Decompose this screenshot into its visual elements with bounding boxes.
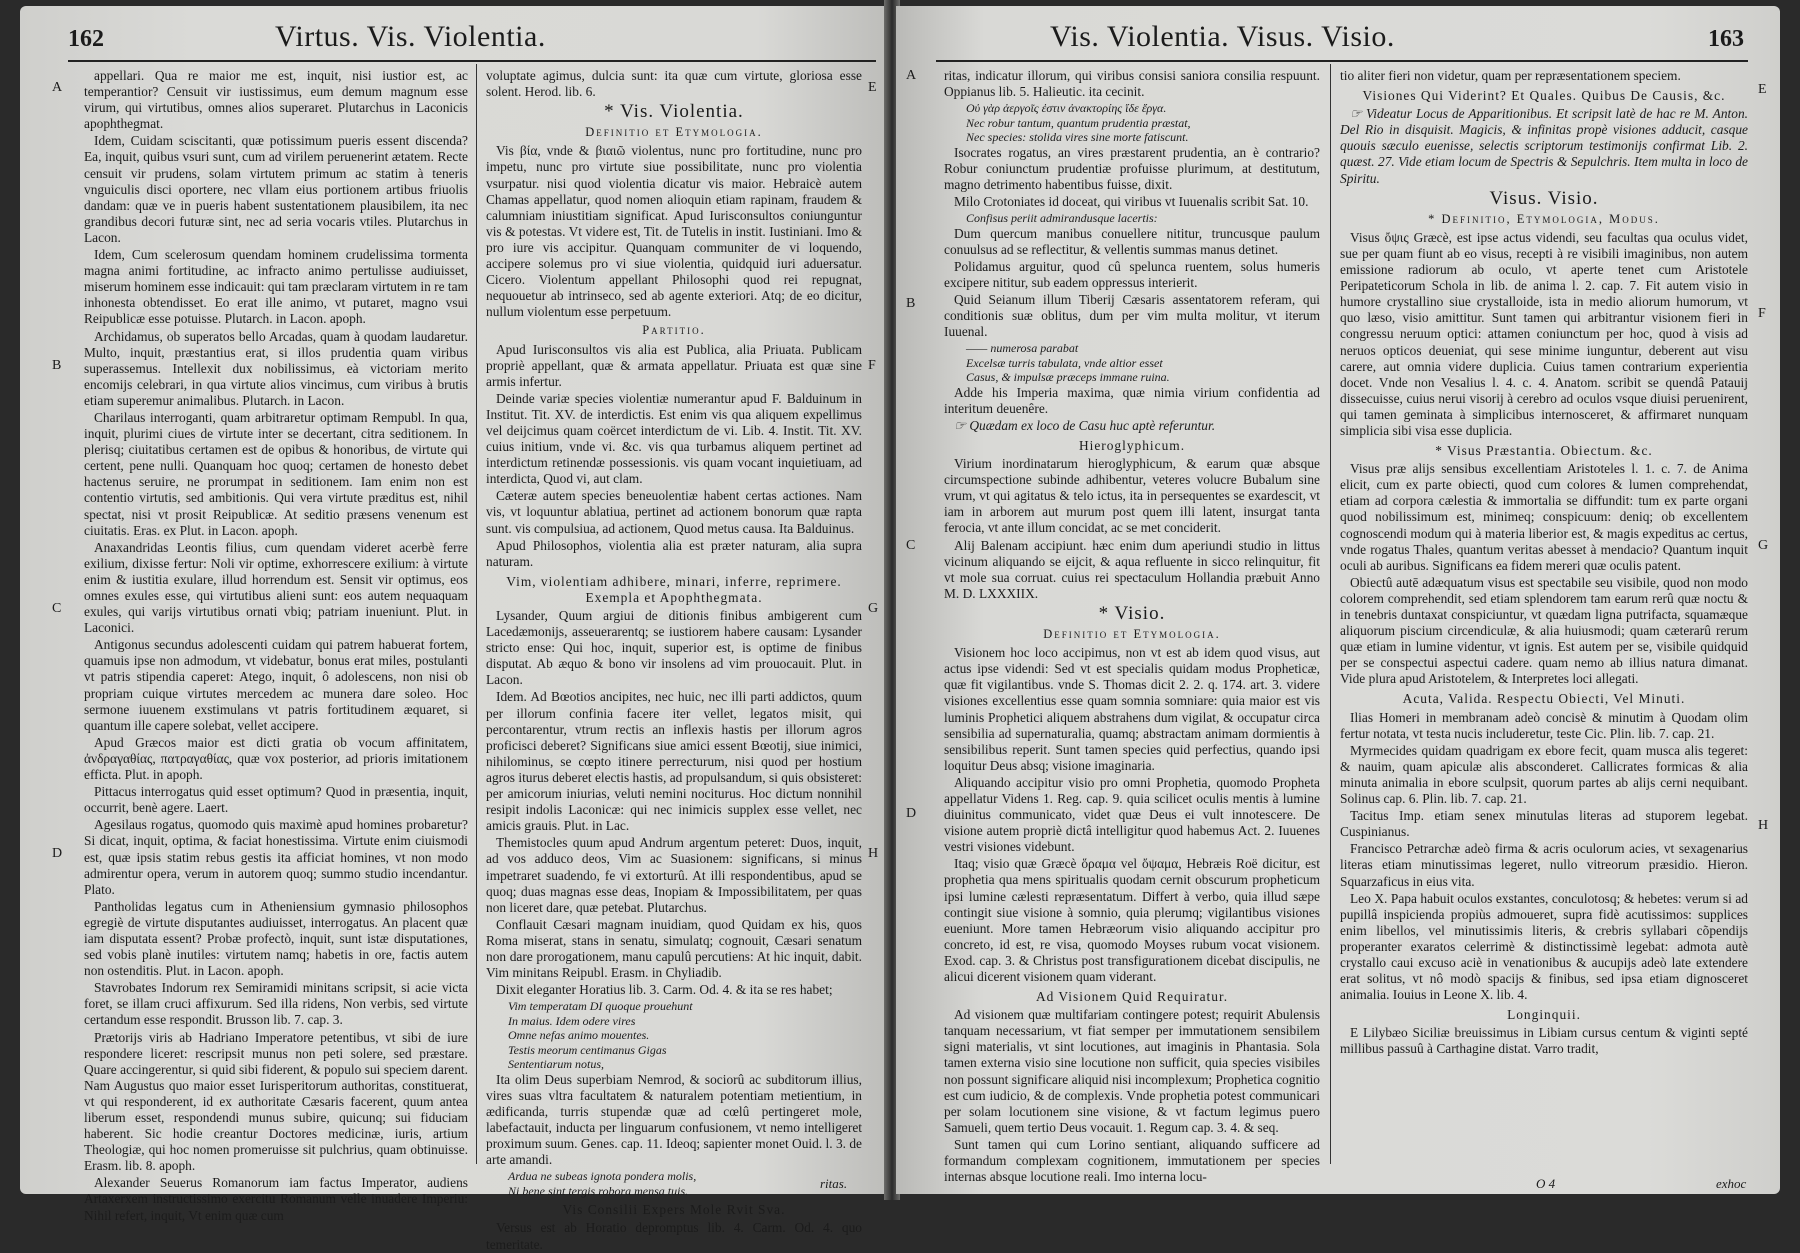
head-rule [936,60,1748,62]
paragraph: Idem. Ad Bœotios ancipites, nec huic, nec illi parti addictos, quum per illorum confinia facere iter vellet, legatos misit, qui percontarentur, vtrum rectis an inflexis hastis per illorum agros proficisci deberet? Significans siue amici essent Bœotij, siue inimici, nihilominus, se cœpto itinere perrecturum, nisi quod per hostium agros iturus deberet electis hastis, ad propulsandum, si quis obsisteret: per amicorum iniurias, veluti nemini nociturus. Hoc dictum nonnihil resipit indolis Laconicæ: qui nec inimicis supplex esse vellet, nec amicis grauis. Plut. in Lac. [486,689,862,834]
running-head: Vis. Violentia. Visus. Visio. [1050,20,1395,53]
paragraph: tio aliter fieri non videtur, quam per repræsentationem speciem. [1340,68,1681,83]
paragraph: Quid Seianum illum Tiberij Cæsaris assentatorem referam, qui conditionis suæ oblitus, dum per vim multa molitur, vt iterum Iuuenal. [944,291,1320,340]
paragraph: Cæteræ autem species beneuolentiæ habent certas actiones. Nam vis, vt loquuntur ablatiua, pertinet ad actionem bonorum quæ rapta sunt. vis compulsiua, ad actionem, Quod metus causa. Ita Balduinus. [486,488,862,536]
signature-mark: O 4 [1536,1176,1556,1191]
margin-letter-a: A [52,80,63,95]
verse-line: Nec species: stolida vires sine morte fatiscunt. [966,130,1189,145]
paragraph: Ad visionem quæ multifariam contingere potest; requirit Abulensis tanquam necessarium, vt fiat semper per immutationem sensibilem signi materialis, vt sint locutiones, aut imaginis in Phantasia. Sola tamen externa visio sine locutione non sufficit, quia species visibiles non possunt significare aliquid nisi incomplexum; Prophetica cognitio est cum iudicio, & de complexis. Vnde prophetia potest communicari per solam locutionem sine visione, & vt factum legimus puero Samueli, quem tertio Deus vocauit. 1. Regum cap. 3. 4. & seq. [944,1007,1320,1135]
paragraph: Polidamus arguitur, quod cû spelunca ruentem, solus humeris excipere nititur, sub eadem oppressus interierit. [944,258,1320,290]
paragraph: Myrmecides quidam quadrigam ex ebore fecit, quam musca alis tegeret: & nauim, quam apiculæ alis absconderet. Callicrates formicas & alia minuta animalia in ebore sculpsit, quorum partes ab alijs cerni nequibant. Solinus cap. 6. Plin. lib. 7. cap. 21. [1340,742,1748,807]
verse-line: Nec robur tantum, quantum prudentia præstat, [966,115,1191,130]
left-page [20,6,888,1252]
margin-letter-d: D [52,846,63,861]
paragraph: Isocrates rogatus, an vires præstarent prudentia, an è contrario? Robur coniunctum prudentiæ profuisse plurimum, at destitutum, magno detrimento habentibus fuisse, dixit. [944,144,1320,192]
page-number: 163 [1708,26,1744,52]
paragraph: Sunt tamen qui cum Lorino sentiant, aliquando sufficere ad formandum complexam cognitionem, immutationem per species internas absque locutione reali. Imo interna locu- [944,1136,1320,1185]
paragraph: voluptate agimus, dulcia sunt: ita quæ cum virtute, gloriosa esse solent. Herod. lib. 6. [486,68,862,100]
margin-letter-c: C [52,601,62,616]
page-number: 162 [68,26,104,52]
section-subheading: * Definitio, Etymologia, Modus. [1428,211,1660,226]
paragraph: Charilaus interroganti, quam arbitraretur optimam Rempubl. In qua, inquit, plurimi ciues de virtute inter se decertant, citra seditionem. In plerisq; ciuitatibus certamen est de opibus & honoribus, de virtute qui certent, pene nulli. Quanquam hoc quoq; certamen de honesto debet hactenus seruire, ne prorumpat in seditionem. Iam enim non est contentio virtutis, sed ambitionis. Qui vera virtute præditus est, nihil spectat, nisi vt prosit Reipublicæ. At seditio præsens venenum est ciuitatis. Eras. ex Plut. in Lacon. apoph. [84,409,468,538]
paragraph: Stavrobates Indorum rex Semiramidi minitans scripsit, si acie victa foret, se illam cruci affixurum. Sed illa ridens, Non verbis, sed virtute certandum esse respondit. Brusson lib. 7. cap. 3. [84,980,468,1028]
paragraph: Dixit eleganter Horatius lib. 3. Carm. Od. 4. & ita se res habet; [496,982,833,998]
section-heading: Vim, violentiam adhibere, minari, inferre, reprimere. Exempla et Apophthegmata. [506,573,842,605]
paragraph: Idem, Cuidam sciscitanti, quæ potissimum pueris essent discenda? Ea, inquit, quibus vsuri sunt, cum ad virilem peruenerint ætatem. Recte censuit vir prudens, solam virtutem primum ac statim à teneris vnguiculis disci oportere, nec vllam eius portionem artibus friuolis dandam: quæ ve in pueris habent sustentationem plausibilem, ita nec grandibus decori futuræ sint, nec ad seria vocaris vtiles. Plutarchus in Lacon. [84,133,468,245]
cross-reference: ☞ Videatur Locus de Apparitionibus. Et scripsit latè de hac re M. Anton. Del Rio in disquisit. Magicis, & infinitas propè visiones adducit, casque quouis sæculo euenisse, selectis scriptorum testimonijs confirmat Lib. 2. quæst. 27. Vide etiam locum de Spectris & Sepulchris. Item multa in loco de Spiritu. [1340,106,1748,186]
paragraph: Idem, Cum scelerosum quendam hominem crudelissima tormenta magna animi fortitudine, ac infracto animo pertulisse audiuisset, miserum hominem esse indicauit: qui tam præclaram virtutem in re tam inhonesta obtendisset. Eo erat ille animo, vt putaret, magno vsui Reipublicæ esse potuisse. Plutarch. in Lacon. apoph. [84,247,468,327]
paragraph: Agesilaus rogatus, quomodo quis maximè apud homines probaretur? Si dicat, inquit, optima, & faciat honestissima. Virtute enim ciuismodi est, quæ ipsis statim rebus gestis ita afficiat homines, vt non modo admirentur opera, verum in autorem quoq; summo studio incendantur. Plato. [84,817,468,897]
paragraph: Ita olim Deus superbiam Nemrod, & sociorû ac subditorum illius, vires suas vltra facultatem & naturalem potentiam metientium, in ædificanda, turris stupendæ quæ ad cœlû pertingeret mole, labefactauit, inducta per linguarum confusionem, vt nemo intelligeret proximum suum. Genes. cap. 11. Ideoq; sapienter monet Ouid. l. 3. de arte amandi. [486,1071,862,1168]
paragraph: Visus præ alijs sensibus excellentiam Aristoteles l. 1. c. 7. de Anima elicit, cum ex parte obiecti, quod cum colores & lumen comprehendat, etiam ad corpora cælestia & immortalia se diffundit: tum ex parte organi quod nobilissimum est, minimeq; conspicuum: deniq; ob excellentem cognoscendi modum qui à materia liberior est, & magis expeditus ac certus, vnde rogatus Thales, quantum veritas abesset à mendacio? Quantum inquit oculi ab auribus. Significans ea fidem mereri quæ oculis patent. [1340,461,1748,573]
right-column-2 [1340,68,1748,1168]
margin-letter-f: F [868,358,876,373]
paragraph: Ilias Homeri in membranam adeò concisè & minutim à Quodam olim fertur notata, vt testa nucis includeretur, teste Cic. Plin. lib. 7. cap. 21. [1340,709,1748,741]
section-subheading: Partitio. [642,323,706,338]
margin-letter-h: H [1758,818,1769,833]
verse-line: Excelsæ turris tabulata, vnde altior esset [966,355,1163,370]
verse-line: Vim temperatam DI quoque prouehunt [508,999,693,1014]
column-divider [1330,64,1331,1164]
right-page [896,6,1780,1194]
paragraph: Conflauit Cæsari magnam inuidiam, quod Quidam ex his, quos Roma miserat, stans in senatu, simulatq; cognouit, Cæsari senatum non dare prorogationem, manu capulû percutiens: At hic inquit, dabit. Vim minitans Reipubl. Erasm. in Chyliadib. [486,916,862,981]
margin-letter-c: C [906,538,916,553]
margin-letter-b: B [906,296,916,311]
verse-line: —— numerosa parabat [966,341,1079,356]
section-heading: * Vis. Violentia. [604,101,744,123]
section-heading: Visiones Qui Viderint? Et Quales. Quibus De Causis, &c. [1362,88,1726,104]
section-heading: * Visus Præstantia. Obiectum. &c. [1435,443,1653,459]
paragraph: Apud Græcos maior est dicti gratia ob vocum affinitatem, ἀνδραγαθίας, πατραγαθίας, quæ vox posterior, ad prioris imitationem efficta. Plut. in apoph. [84,734,468,783]
cross-reference: ☞ Quædam ex loco de Casu huc aptè referuntur. [954,417,1216,433]
paragraph: Apud Iurisconsultos vis alia est Publica, alia Priuata. Publicam propriè appellant, quæ & armata appellatur. Priuata est quæ sine armis infertur. [486,341,862,389]
paragraph: Apud Philosophos, violentia alia est præter naturam, alia supra naturam. [486,537,862,569]
section-heading: * Visio. [1098,602,1166,624]
paragraph: Aliquando accipitur visio pro omni Prophetia, quomodo Propheta appellatur Videns 1. Reg. cap. 9. quia scilicet oculis mentis à lumine diuinitus communicato, videt quæ Deus ei vult innotescere. De visione autem propriè dictâ intelligitur quod habemus Act. 2. Iuuenes vestri visiones videbunt. [944,774,1320,855]
section-heading: Longinquii. [1507,1007,1581,1023]
head-rule [68,60,876,62]
paragraph: Lysander, Quum argiui de ditionis finibus ambigerent cum Lacedæmonijs, asseuerarentq; se iustiorem habere causam: Lysander stricto ense: Qui hoc, inquit, superior est, is optime de finibus disputat. Ab æquo & bono vir insolens ad vim prouocauit. Plut. in Lacon. [486,608,862,688]
paragraph: ritas, indicatur illorum, qui viribus consisi saniora consilia respuunt. Oppianus lib. 5. Halieutic. ita cecinit. [944,68,1320,100]
paragraph: Milo Crotoniates id doceat, qui viribus vt Iuuenalis scribit Sat. 10. [954,193,1309,209]
paragraph: Visus ὄψις Græcè, est ipse actus videndi, seu facultas qua oculus videt, sue per quam fiunt ab eo visus, recepti à re visibili imaginibus, non autem emissione radiorum ab oculo, vt aperte tenet cum Aristotele Peripateticorum Schola in lib. de anima l. 2. cap. 7. Fit autem visio in humore crystallino siue crystalloide, ista in medio aliorum humorum, vt quo læso, visio amittitur. Sunt tamen qui arbitrantur visionem fieri in congressu neruum optici: attamen coniunctum per hoc, quod à visis ad neruos opticos deueniat, qui sese minime iunguntur, deberent aut visu carere, aut omnia videre duplicia. Cuius tamen contrarium experientia docet. Vnde non Vesalius l. 4. c. 4. Anatom. scribit se quendâ Patauij dissecuisse, cuius nerui visorij à cerebro ad oculos vsque diuisi peruenirent, qui tamen geminata à simplicibus internosceret, & affirmaret nunquam simplicia sibi visa esse duplicia. [1340,229,1748,438]
paragraph: appellari. Qua re maior me est, inquit, nisi iustior est, ac temperantior? Censuit vir iustissimus, eum demum magnum esse virum, qui virtutibus, omnes alios superaret. Plutarchus in Laconicis apophthegmat. [84,68,468,132]
section-subheading: Definitio et Etymologia. [585,125,763,140]
section-heading: Ad Visionem Quid Requiratur. [1035,989,1229,1005]
verse-line: Ni bene sint tergis robora mensa tuis. [508,1183,689,1198]
left-column-1 [84,68,468,1223]
margin-letter-f: F [1758,306,1766,321]
margin-letter-e: E [1758,82,1767,97]
paragraph: Versus est ab Horatio depromptus lib. 4. Carm. Od. 4. quo temeritate. [486,1220,862,1252]
paragraph: Pittacus interrogatus quid esset optimum? Quod in præsentia, inquit, occurrit, benè agere. Laert. [84,784,468,816]
column-divider [476,64,477,1164]
verse-line: Οὐ γὰρ ἀεργοῖς ἐστιν ἀνακτορίης ἴδε ἔργα. [966,101,1167,116]
verse-line: In maius. Idem odere vires [508,1013,636,1028]
paragraph: Itaq; visio quæ Græcè ὅραμα vel ὄψαμα, Hebræis Roë dicitur, est prophetia qua mens spiritualis quodam cernit obscurum propheticum ipsi lumine cælesti repræsentatum. Differt à verbo, quia illud sæpe contingit siue visione à somnio, quia plerumq; vigilantibus visiones eueniunt. More tamen Hebræorum visio aliquando accipitur pro concreto, id est, re visa, quomodo Moyses rubum vocat visionem. Exod. cap. 3. & Christus post transfigurationem dicebat discipulis, ne alicui dicerent visionem quam viderant. [944,856,1320,984]
margin-letter-b: B [52,358,62,373]
verse-line: Testis meorum centimanus Gigas [508,1042,667,1057]
paragraph: Visionem hoc loco accipimus, non vt est ab idem quod visus, aut actus ipse videndi: Sed vt est specialis quidam modus Propheticæ, quæ fit vigilantibus. vnde S. Thomas dicit 2. 2. q. 174. art. 3. videre visiones excellentius esse quam somnia somniare: quia maior est vis luminis Prophetici aliquem abstrahens dum vigilat, & occupatur circa sensibilia ad supernaturalia, quamq; abstractam animam dormientis à sensibilibus reperit. Sunt tamen species quid perfectius, quando ipsi loquitur Deus absq; visione imaginaria. [944,645,1320,773]
margin-letter-e: E [868,80,877,95]
catchword: ritas. [820,1176,848,1191]
running-head: Virtus. Vis. Violentia. [275,20,546,53]
paragraph: Pantholidas legatus cum in Atheniensium gymnasio philosophos egregiè de virtute disputantes audiuisset, interrogatus. An placent quæ iam disputata essent? Probæ profectò, inquit, sunt istæ disputationes, sed vobis planè inutiles: virtutem namq; habetis in ore, factis autem non ostenditis. Plut. in Lacon. apoph. [84,898,468,979]
paragraph: Deinde variæ species violentiæ numerantur apud F. Balduinum in Institut. Tit. XV. de interdictis. Est enim vis qua aliquem expellimus vel deijcimus quam coërcet interdictum de vi. Lib. 4. Instit. Tit. XV. cuius initium, vnde vi. &c. vis qua turbamus aliquem pertinet ad interdictum retinendæ possessionis. vis quam vocant inquietiuam, ad interdicta, Quod vi, aut clam. [486,390,862,487]
paragraph: Obiectû autē adæquatum visus est spectabile seu visibile, quod non modo colorem comprehendit, sed etiam splendorem tam earum rerû quæ noctu & in tenebris duntaxat conspiciuntur, vt quædam ligna putrifacta, squamæque aliquorum piscium circendiculæ, & alia huiusmodi; quam cæterarû rerum quæ etiam in lumine videntur, vt ignis. Est autem per se, visibile quidquid per se conspectui aspectui cadere. quam nemo ab illius natura dimanat. Vide plura apud Aristotelem, & Interpretes loci allegati. [1340,574,1748,687]
paragraph: Prætorijs viris ab Hadriano Imperatore petentibus, vt sibi de iure respondere liceret: rescripsit munus non peti solere, sed præstare. Quare accingerentur, si quid sibi fiderent, & populo sui speciem darent. Nam Augustus quo maior esset Iurisperitorum authoritas, constituerat, vt qui responderent, id ex authoritate Cæsaris facerent, quum antea liberum esset, respondendi munus subire, quicunq; sui fiduciam haberent. Sic hodie creantur Doctores medicinæ, iuris, artium Theologiæ, qui hoc nomen promeruisse sit pulchrius, quam obtinuisse. Erasm. lib. 8. apoph. [84,1029,468,1174]
verse-line: Sententiarum notus, [508,1057,604,1072]
paragraph: Antigonus secundus adolescenti cuidam qui patrem habuerat fortem, quamuis ipse non admodum, vt videbatur, bonus erat miles, postulanti vt patris stipendia caperet: Atego, inquit, ô adolescens, non nisi ob propriam cuique virtutes mercedem ac munera dare soleo. Hoc sermone iuuenem exstimulans vt patris fortitudinem æquaret, si quantum ille capere solebat, vellet accipere. [84,637,468,733]
section-heading: Visus. Visio. [1489,187,1599,209]
right-column-1 [944,68,1320,1185]
paragraph: Dum quercum manibus conuellere nititur, truncusque paulum conuulsus ad se reflectitur, & vellentis summas manus detinet. [944,225,1320,257]
section-heading: Acuta, Valida. Respectu Obiecti, Vel Minuti. [1402,691,1686,707]
section-subheading: Definitio et Etymologia. [1043,627,1221,642]
margin-letter-g: G [1758,538,1769,553]
paragraph: E Lilybæo Siciliæ breuissimus in Libiam cursus centum & viginti septé millibus passuû à Carthagine distat. Varro tradit, [1340,1025,1748,1057]
verse-line: Omne nefas animo mouentes. [508,1028,650,1043]
paragraph: Virium inordinatarum hieroglyphicum, & earum quæ absque circumspectione subinde adhibentur, veteres volucre Bubalum sine vrum, vt qui agitatus & telo ictus, ita in persequentes se exardescit, vt iam in arborem aut murum post quem illi latent, insurgat tanta ferocia, vt ante illum concidat, ac se met conciderit. [944,456,1320,536]
paragraph: Tacitus Imp. etiam senex minutulas literas ad stuporem legebat. Cuspinianus. [1340,808,1748,840]
verse-line: Ardua ne subeas ignota pondera molis, [508,1169,697,1184]
section-heading: Hieroglyphicum. [1078,438,1186,453]
margin-letter-a: A [906,68,917,83]
paragraph: Leo X. Papa habuit oculos exstantes, conculotosq; & hebetes: verum si ad pupillâ inspicienda propiùs admoueret, supra fidè acutissimos: supplices enim libellos, vel minutissimis literis, & crebris syllabari cõpendijs properanter exaratos celerrimè & distinctissimè legebat: admota autè crystallo caui excuso aciè in venationibus & aucupijs adeò late extendere erat solitus, vt nô modò spacijs & finibus, sed ipsa etiam dignosceret animalia. Iouius in Leone X. lib. 4. [1340,890,1748,1003]
section-heading: Vis Consilii Expers Mole Rvit Sva. [562,1202,786,1218]
paragraph: Francisco Petrarchæ adeò firma & acris oculorum acies, vt sexagenarius literas etiam minutissimas legeret, nullo vitreorum præsidio. Hieron. Squarzaficus in eius vita. [1340,841,1748,889]
paragraph: Vis βία, vnde & βιαιῶ violentus, nunc pro fortitudine, nunc pro impetu, nunc pro virtute siue possibilitate, nunc pro violentia vsurpatur. nisi quod violentia dicatur vis maior. Hebraicè autem Chamas appellatur, quod nomen alioquin etiam rapinam, fraudem & calumniam iniustitiam significat. Apud Iurisconsultos coniunguntur vis & potestas. Vt videre est, Tit. de Tutelis in instit. Iustiniani. Imo & pro iure vis accipitur. Quanquam communiter de vi loquendo, accipere solemus pro vi siue violentia, quidquid iuri aduersatur. Cicero. Violentum appellant Philosophi quod rei repugnat, nequouetur ab intrinseco, sed ab agente exteriori. Atq; de eo dicitur, nullum violentum esse perpetuum. [486,143,862,320]
paragraph: Alexander Seuerus Romanorum iam factus Imperator, audiens Artaxerxem instructissimo exercitu Romanum velle inuadere Imperiu: Nihil refert, inquit, Vt enim quæ cum [84,1175,468,1223]
margin-letter-g: G [868,601,879,616]
margin-letter-h: H [868,846,879,861]
catchword: exhoc [1716,1176,1747,1191]
paragraph: Alij Balenam accipiunt. hæc enim dum aperiundi studio in littus vicinum aliquando se eijcit, & aqua refluente in sicco relinquitur, fit vt mole sua corruat. cuius rei spectaculum Hollandia præbuit Anno M. D. LXXXIIX. [944,537,1320,601]
verse-line: Casus, & impulsæ præceps immane ruina. [966,370,1170,385]
margin-letter-d: D [906,806,917,821]
paragraph: Archidamus, ob superatos bello Arcadas, quam à quodam laudaretur. Multo, inquit, præstantius erat, si illos prudentia quam viribus superassemus. Intellexit dux nobilissimus, eà victoriam merito encomijs celebrari, in qua virtute alios vincimus, cum viribus à brutis etiam superemur animalibus. Plutarch. in Lacon. [84,328,468,408]
paragraph: Themistocles quum apud Andrum argentum peteret: Duos, inquit, ad vos adduco deos, Vim ac Suasionem: significans, si minus impetraret suadendo, fe vi extorturû. At illi respondentibus, apud se quoq; duas magnas esse deas, Inopiam & Impossibilitatem, per quas non liceret dare, quæ petebat. Plutarchus. [486,835,862,915]
paragraph: Adde his Imperia maxima, quæ nimia virium confidentia ad interitum deuenêre. [944,384,1320,416]
paragraph: Anaxandridas Leontis filius, cum quendam videret acerbè ferre exilium, dixisse fertur: Noli vir optime, exhorrescere exilium: à virtute enim & iustitia exulare, illud horrendum est. Sensit vir optimus, eos omnes exules esse, qui virtutibus alieni sunt: eos autem nequaquam exules, qui varijs virtutibus ornati vbiq; patriam inueniunt. Plut. in Laconici. [84,539,468,636]
verse-line: Confisus periit admirandusque lacertis: [966,211,1158,226]
